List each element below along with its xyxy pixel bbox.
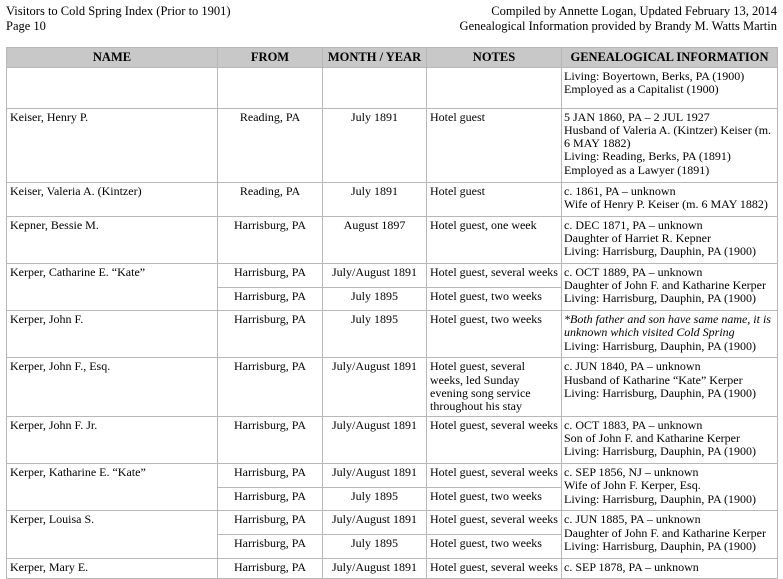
visitor-name <box>7 68 218 109</box>
month-year-cell: July 1895 <box>323 534 427 558</box>
genealogy-line: 6 MAY 1882) <box>564 136 631 151</box>
month-year-cell: July 1895 <box>323 487 427 511</box>
col-header-genealogy: GENEALOGICAL INFORMATION <box>562 48 778 68</box>
from-cell: Reading, PA <box>218 108 323 182</box>
col-header-from: FROM <box>218 48 323 68</box>
visitor-name: Keiser, Valeria A. (Kintzer) <box>7 182 218 216</box>
notes-cell: Hotel guest, several weeks, led Sunday evening song service throughout his stay <box>427 358 562 416</box>
genealogy-line: c. OCT 1889, PA – unknown <box>564 264 703 279</box>
genealogy-cell <box>562 311 778 358</box>
genealogy-line: c. 1861, PA – unknown <box>564 183 676 198</box>
notes-cell: Hotel guest, one week <box>427 216 562 263</box>
table-header-row <box>7 48 778 68</box>
header-left <box>6 4 231 34</box>
genealogy-line: Living: Harrisburg, Dauphin, PA (1900) <box>564 491 756 506</box>
notes-cell: Hotel guest, several weeks <box>427 558 562 579</box>
notes-cell: Hotel guest, several weeks <box>427 263 562 287</box>
col-header-month-year: MONTH / YEAR <box>323 48 427 68</box>
month-year-cell: July/August 1891 <box>323 358 427 416</box>
genealogy-line: Employed as a Lawyer (1891) <box>564 162 710 177</box>
compiled-by: Compiled by Annette Logan, Updated February 13, 2014 <box>491 4 777 18</box>
genealogy-cell <box>562 463 778 510</box>
genealogy-line: c. SEP 1878, PA – unknown <box>564 559 699 574</box>
visitor-name: Kerper, Louisa S. <box>7 511 218 558</box>
from-cell: Harrisburg, PA <box>218 287 323 311</box>
genealogy-line: Living: Harrisburg, Dauphin, PA (1900) <box>564 386 756 401</box>
genealogy-line: Daughter of John F. and Katharine Kerper <box>564 525 766 540</box>
genealogy-line: Living: Harrisburg, Dauphin, PA (1900) <box>564 538 756 553</box>
col-header-notes: NOTES <box>427 48 562 68</box>
visitor-name: Kerper, John F. Jr. <box>7 416 218 463</box>
table-row <box>7 311 778 358</box>
genealogy-line: Husband of Valeria A. (Kintzer) Keiser (m. <box>564 122 772 137</box>
genealogy-cell <box>562 558 778 579</box>
notes-cell: Hotel guest, two weeks <box>427 287 562 311</box>
genealogy-note-line: *Both father and son have same name, it is <box>564 312 771 327</box>
genealogy-note-line: unknown which visited Cold Spring <box>564 325 735 340</box>
notes-cell <box>427 68 562 109</box>
genealogy-cell <box>562 263 778 310</box>
genealogy-line: Living: Boyertown, Berks, PA (1900) <box>564 69 745 83</box>
notes-cell: Hotel guest, several weeks <box>427 463 562 487</box>
from-cell: Harrisburg, PA <box>218 358 323 416</box>
genealogy-cell <box>562 416 778 463</box>
table-row <box>7 511 778 535</box>
genealogy-line: Living: Reading, Berks, PA (1891) <box>564 149 731 164</box>
genealogy-line: c. JUN 1885, PA – unknown <box>564 512 701 527</box>
genealogy-line: Living: Harrisburg, Dauphin, PA (1900) <box>564 338 756 353</box>
from-cell: Harrisburg, PA <box>218 463 323 487</box>
table-row <box>7 182 778 216</box>
table-row <box>7 68 778 109</box>
table-row <box>7 463 778 487</box>
month-year-cell: July/August 1891 <box>323 463 427 487</box>
visitor-name: Kerper, Katharine E. “Kate” <box>7 463 218 510</box>
from-cell: Harrisburg, PA <box>218 511 323 535</box>
from-cell: Harrisburg, PA <box>218 416 323 463</box>
genealogy-line: c. SEP 1856, NJ – unknown <box>564 464 699 479</box>
notes-cell: Hotel guest <box>427 108 562 182</box>
month-year-cell: July/August 1891 <box>323 416 427 463</box>
month-year-cell: July/August 1891 <box>323 263 427 287</box>
table-row <box>7 558 778 579</box>
from-cell: Harrisburg, PA <box>218 263 323 287</box>
visitor-name: Keiser, Henry P. <box>7 108 218 182</box>
genealogy-line: Employed as a Capitalist (1900) <box>564 82 719 97</box>
genealogy-line: c. OCT 1883, PA – unknown <box>564 417 703 432</box>
month-year-cell <box>323 68 427 109</box>
genealogy-cell <box>562 68 778 109</box>
notes-cell: Hotel guest, several weeks <box>427 511 562 535</box>
page-number: Page 10 <box>6 19 46 33</box>
genealogy-line: Son of John F. and Katharine Kerper <box>564 430 740 445</box>
genealogy-line: Living: Harrisburg, Dauphin, PA (1900) <box>564 291 756 306</box>
table-row <box>7 358 778 416</box>
genealogy-line: Living: Harrisburg, Dauphin, PA (1900) <box>564 244 756 259</box>
table-row <box>7 108 778 182</box>
month-year-cell: July 1891 <box>323 108 427 182</box>
genealogy-line: Husband of Katharine “Kate” Kerper <box>564 372 743 387</box>
document-title: Visitors to Cold Spring Index (Prior to 1901) <box>6 4 231 18</box>
notes-cell: Hotel guest, several weeks <box>427 416 562 463</box>
genealogy-cell <box>562 358 778 416</box>
table-row <box>7 263 778 287</box>
notes-cell: Hotel guest, two weeks <box>427 311 562 358</box>
genealogy-cell <box>562 108 778 182</box>
genealogy-line: Wife of Henry P. Keiser (m. 6 MAY 1882) <box>564 197 768 212</box>
notes-cell: Hotel guest, two weeks <box>427 487 562 511</box>
visitor-name: Kepner, Bessie M. <box>7 216 218 263</box>
from-cell: Reading, PA <box>218 182 323 216</box>
month-year-cell: July/August 1891 <box>323 511 427 535</box>
genealogy-line: Daughter of Harriet R. Kepner <box>564 230 711 245</box>
col-header-name: NAME <box>7 48 218 68</box>
month-year-cell: July 1895 <box>323 287 427 311</box>
from-cell: Harrisburg, PA <box>218 534 323 558</box>
visitors-table <box>6 47 778 579</box>
table-row <box>7 216 778 263</box>
genealogy-cell <box>562 511 778 558</box>
notes-cell: Hotel guest <box>427 182 562 216</box>
visitor-name: Kerper, Catharine E. “Kate” <box>7 263 218 310</box>
visitor-name: Kerper, John F., Esq. <box>7 358 218 416</box>
from-cell: Harrisburg, PA <box>218 216 323 263</box>
month-year-cell: July/August 1891 <box>323 558 427 579</box>
genealogy-line: Wife of John F. Kerper, Esq. <box>564 478 701 493</box>
genealogy-line: 5 JAN 1860, PA – 2 JUL 1927 <box>564 109 710 124</box>
genealogy-line: Living: Harrisburg, Dauphin, PA (1900) <box>564 444 756 459</box>
month-year-cell: July 1895 <box>323 311 427 358</box>
from-cell: Harrisburg, PA <box>218 311 323 358</box>
notes-cell: Hotel guest, two weeks <box>427 534 562 558</box>
genealogy-cell <box>562 182 778 216</box>
genealogy-line: Daughter of John F. and Katharine Kerper <box>564 278 766 293</box>
table-row <box>7 416 778 463</box>
month-year-cell: August 1897 <box>323 216 427 263</box>
header-right <box>460 4 777 34</box>
genealogy-credit: Genealogical Information provided by Brandy M. Watts Martin <box>459 19 777 33</box>
from-cell: Harrisburg, PA <box>218 558 323 579</box>
genealogy-line: c. JUN 1840, PA – unknown <box>564 359 701 374</box>
from-cell <box>218 68 323 109</box>
genealogy-line: c. DEC 1871, PA – unknown <box>564 217 703 232</box>
month-year-cell: July 1891 <box>323 182 427 216</box>
visitor-name: Kerper, John F. <box>7 311 218 358</box>
visitor-name: Kerper, Mary E. <box>7 558 218 579</box>
from-cell: Harrisburg, PA <box>218 487 323 511</box>
genealogy-cell <box>562 216 778 263</box>
